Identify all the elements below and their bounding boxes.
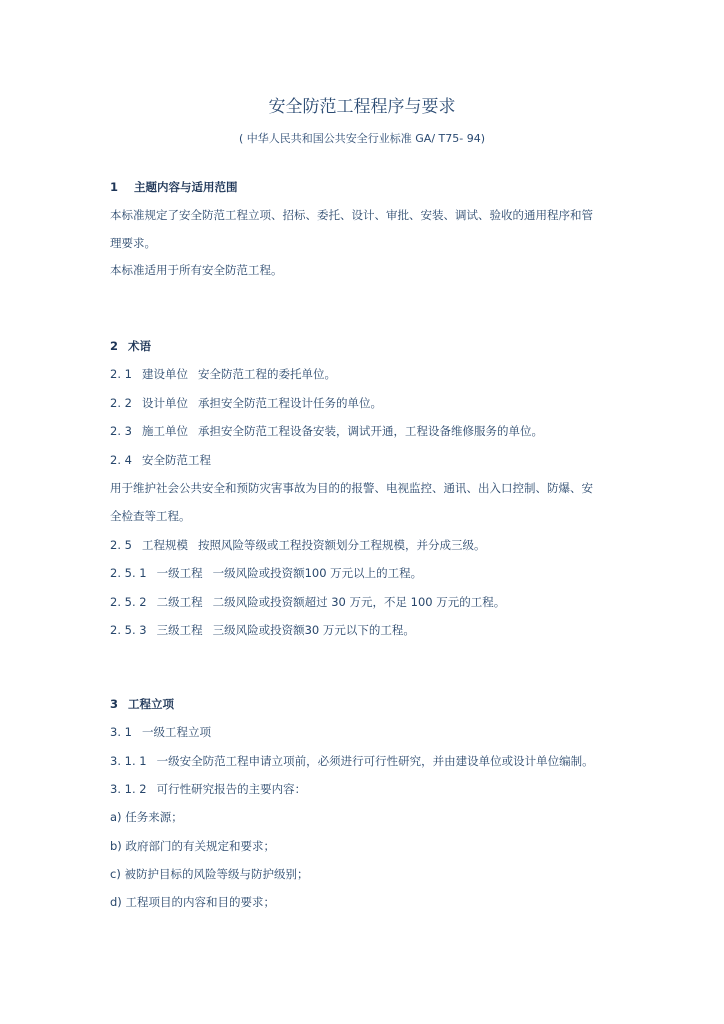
item-number: 2. 4 xyxy=(110,453,132,467)
term-definition: 承担安全防范工程设备安装，调试开通，工程设备维修服务的单位。 xyxy=(197,424,543,438)
list-item: d) 工程项目的内容和目的要求； xyxy=(110,895,275,909)
list-item: c) 被防护目标的风险等级与防护级别； xyxy=(110,867,309,881)
item-number: 3. 1. 1 xyxy=(110,754,147,768)
section-3-heading xyxy=(110,696,174,712)
term-item xyxy=(110,594,505,610)
term-definition: 一级风险或投资额100 万元以上的工程。 xyxy=(212,566,423,580)
term-item xyxy=(110,452,211,468)
paragraph-line: 全检查等工程。 xyxy=(110,509,191,523)
clause-text: 一级安全防范工程申请立项前，必须进行可行性研究，并由建设单位或设计单位编制。 xyxy=(156,754,594,768)
section-title: 主题内容与适用范围 xyxy=(134,180,238,194)
term-name: 工程规模 xyxy=(141,538,188,552)
document-subtitle: ( 中华人民共和国公共安全行业标准 GA/ T75- 94) xyxy=(238,132,485,145)
paragraph: 本标准适用于所有安全防范工程。 xyxy=(110,263,283,277)
term-item xyxy=(110,395,382,411)
section-title: 工程立项 xyxy=(128,697,175,711)
clause-item xyxy=(110,781,306,797)
term-item xyxy=(110,622,415,638)
term-name: 安全防范工程 xyxy=(141,453,211,467)
section-number: 1 xyxy=(110,180,119,194)
paragraph-line: 理要求。 xyxy=(110,236,156,250)
section-number: 2 xyxy=(110,339,119,353)
paragraph-line: 本标准规定了安全防范工程立项、招标、委托、设计、审批、安装、调试、验收的通用程序和管 xyxy=(110,208,593,222)
item-number: 3. 1. 2 xyxy=(110,782,147,796)
term-definition: 按照风险等级或工程投资额划分工程规模，并分成三级。 xyxy=(197,538,486,552)
term-name: 施工单位 xyxy=(141,424,188,438)
term-name: 二级工程 xyxy=(156,595,203,609)
term-item xyxy=(110,366,336,382)
section-number: 3 xyxy=(110,697,119,711)
item-number: 2. 5 xyxy=(110,538,132,552)
clause-item xyxy=(110,753,594,769)
term-item xyxy=(110,423,543,439)
term-definition: 安全防范工程的委托单位。 xyxy=(197,367,336,381)
item-number: 2. 5. 3 xyxy=(110,623,147,637)
section-1-heading xyxy=(110,179,238,195)
term-name: 一级工程立项 xyxy=(141,725,211,739)
item-number: 2. 5. 1 xyxy=(110,566,147,580)
item-number: 2. 2 xyxy=(110,396,132,410)
section-title: 术语 xyxy=(128,339,152,353)
term-definition: 承担安全防范工程设计任务的单位。 xyxy=(197,396,382,410)
item-number: 2. 1 xyxy=(110,367,132,381)
term-item xyxy=(110,565,422,581)
term-definition: 二级风险或投资额超过 30 万元，不足 100 万元的工程。 xyxy=(212,595,506,609)
term-name: 一级工程 xyxy=(156,566,203,580)
paragraph-line: 用于维护社会公共安全和预防灾害事故为目的的报警、电视监控、通讯、出入口控制、防爆、安 xyxy=(110,481,593,495)
term-item xyxy=(110,537,485,553)
item-number: 3. 1 xyxy=(110,725,132,739)
list-item: b) 政府部门的有关规定和要求； xyxy=(110,839,275,853)
item-number: 2. 3 xyxy=(110,424,132,438)
list-item: a) 任务来源； xyxy=(110,810,183,824)
term-item xyxy=(110,724,211,740)
clause-text: 可行性研究报告的主要内容： xyxy=(156,782,307,796)
term-name: 建设单位 xyxy=(141,367,188,381)
term-name: 设计单位 xyxy=(141,396,188,410)
item-number: 2. 5. 2 xyxy=(110,595,147,609)
document-title: 安全防范工程程序与要求 xyxy=(268,97,456,117)
section-2-heading xyxy=(110,338,151,354)
term-name: 三级工程 xyxy=(156,623,203,637)
term-definition: 三级风险或投资额30 万元以下的工程。 xyxy=(212,623,415,637)
